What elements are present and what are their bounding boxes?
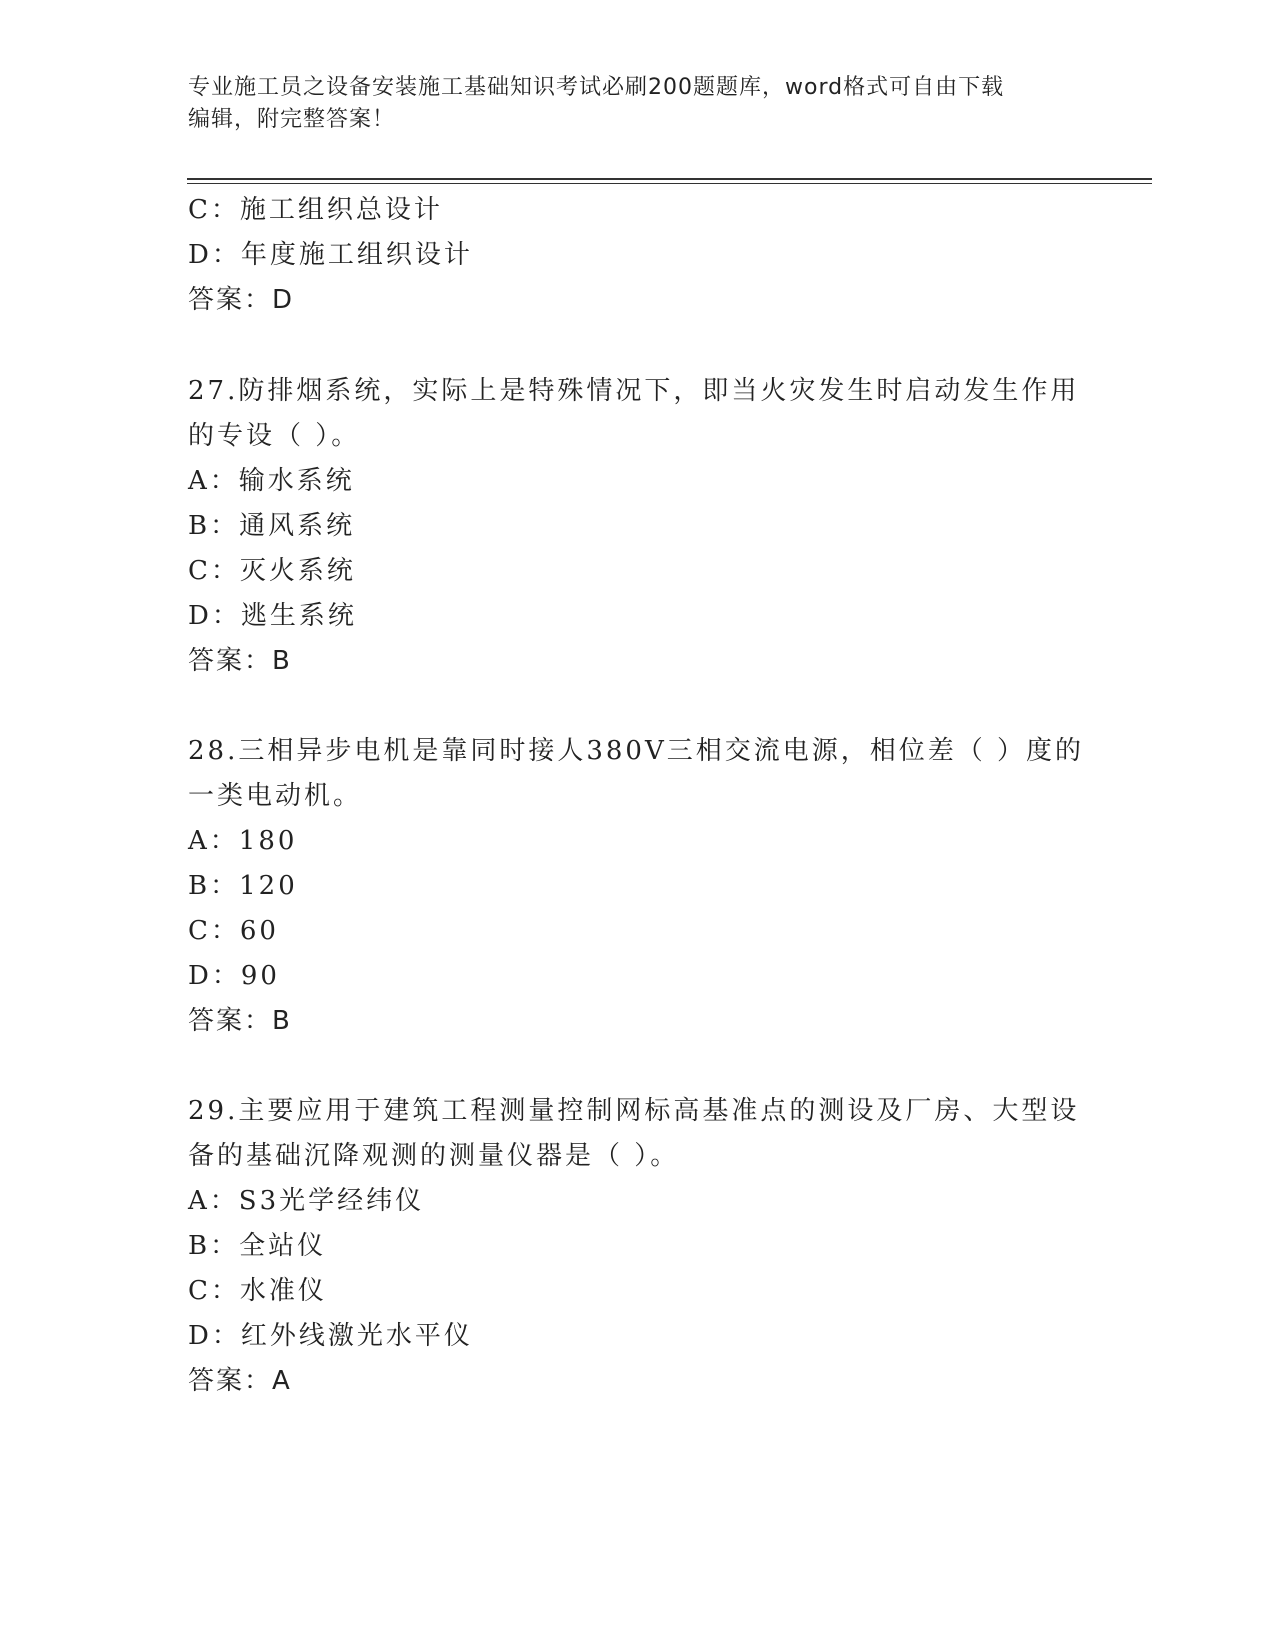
q29-option-a: A：S3光学经纬仪 <box>188 1186 425 1216</box>
q27-option-b: B：通风系统 <box>188 511 356 541</box>
q27-stem-line-2: 的专设（ ）。 <box>188 421 361 451</box>
q28-stem-line-1: 28.三相异步电机是靠同时接人380V三相交流电源，相位差（ ）度的 <box>188 736 1085 766</box>
q29-option-b: B：全站仪 <box>188 1231 327 1261</box>
prev-option-d: D：年度施工组织设计 <box>188 240 473 270</box>
q28-option-a: A：180 <box>188 826 298 856</box>
q27-answer: 答案：B <box>188 646 292 676</box>
q27-option-c: C：灭火系统 <box>188 556 356 586</box>
q29-option-c: C：水准仪 <box>188 1276 327 1306</box>
page-header <box>188 72 1088 136</box>
q27-stem-line-1: 27.防排烟系统，实际上是特殊情况下，即当火灾发生时启动发生作用 <box>188 376 1080 406</box>
q29-answer: 答案：A <box>188 1366 292 1396</box>
q27-option-a: A：输水系统 <box>188 466 355 496</box>
q27-option-d: D：逃生系统 <box>188 601 357 631</box>
header-divider-thick <box>187 178 1152 180</box>
header-line-2: 编辑，附完整答案！ <box>188 107 396 132</box>
q28-stem-line-2: 一类电动机。 <box>188 781 363 811</box>
q28-option-b: B：120 <box>188 871 298 901</box>
header-line-1: 专业施工员之设备安装施工基础知识考试必刷200题题库，word格式可自由下载 <box>188 75 1005 100</box>
q29-option-d: D：红外线激光水平仪 <box>188 1321 473 1351</box>
q29-stem-line-1: 29.主要应用于建筑工程测量控制网标高基准点的测设及厂房、大型设 <box>188 1096 1080 1126</box>
q28-option-d: D：90 <box>188 961 280 991</box>
q28-answer: 答案：B <box>188 1006 292 1036</box>
header-divider-thin <box>187 183 1152 184</box>
q29-stem-line-2: 备的基础沉降观测的测量仪器是（ ）。 <box>188 1141 680 1171</box>
prev-answer: 答案：D <box>188 285 295 315</box>
prev-option-c: C：施工组织总设计 <box>188 195 443 225</box>
q28-option-c: C：60 <box>188 916 279 946</box>
